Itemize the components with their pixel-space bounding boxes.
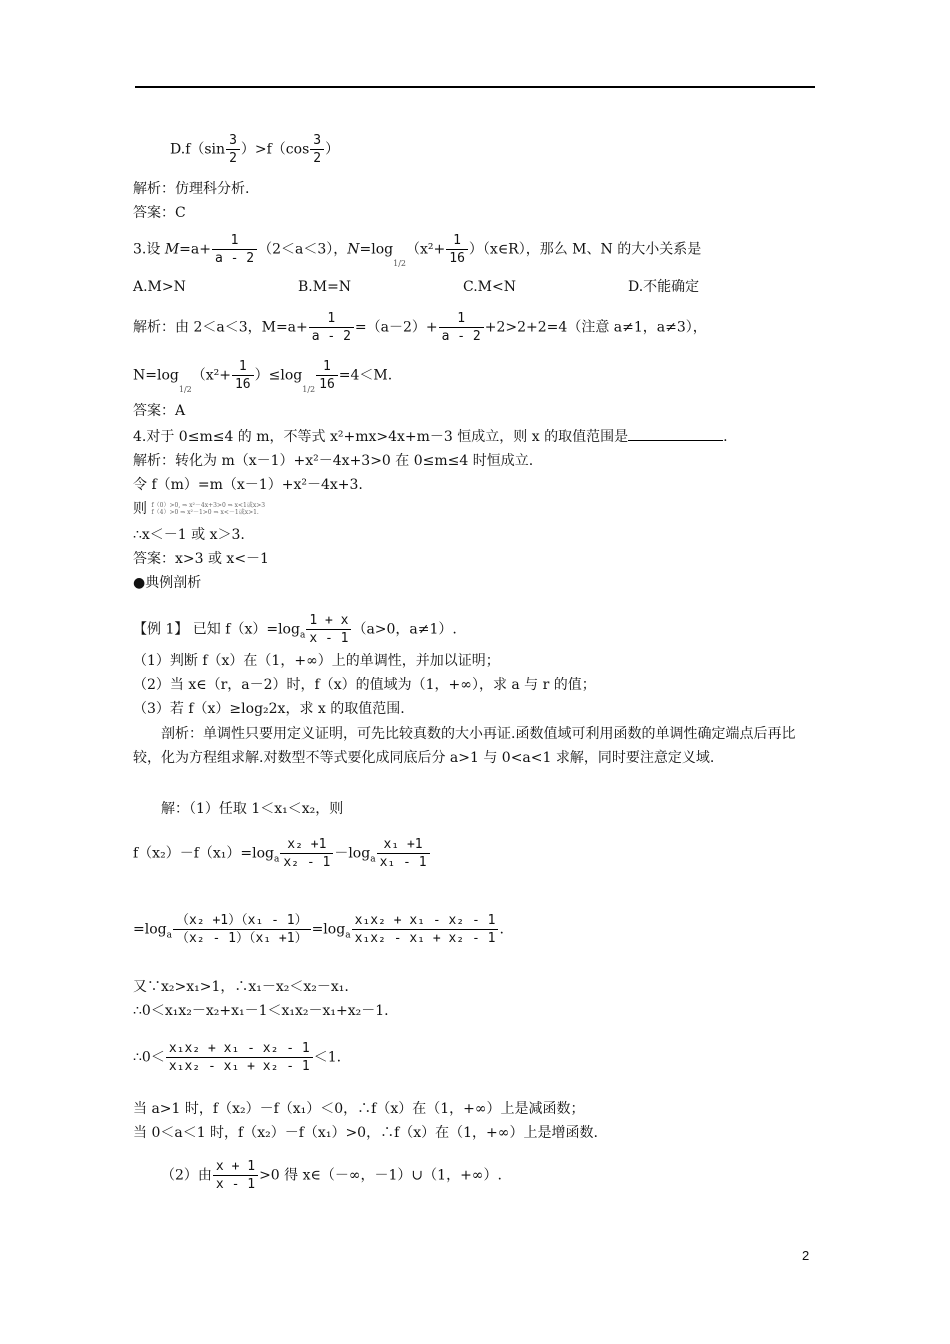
solution-eq-1 (133, 836, 431, 871)
q3-text: =a+ (179, 241, 211, 258)
solution-line-5 (133, 1040, 341, 1075)
eq-text: （2）由 (161, 1167, 212, 1184)
denominator: （x₂ - 1）（x₁ +1） (175, 931, 308, 946)
fraction (226, 132, 240, 167)
numerator: x₂ +1 (280, 836, 333, 854)
q3-text: 3.设 (133, 241, 165, 258)
denominator: a - 2 (311, 329, 351, 344)
q2-answer: 答案：C (133, 205, 186, 221)
q3-text: （x²+ (406, 241, 446, 258)
log-base: a (273, 854, 280, 865)
fraction (439, 310, 484, 345)
numerator: x₁ +1 (377, 836, 430, 854)
option-a: A.M>N (133, 279, 186, 295)
q3-answer: 答案：A (133, 403, 186, 419)
numerator: 1 (446, 232, 468, 250)
fraction (173, 912, 311, 947)
numerator: （x₂ +1）（x₁ - 1） (173, 912, 311, 930)
denominator: x₁ - 1 (379, 855, 427, 870)
page-number: 2 (802, 1248, 810, 1263)
log-base: 1/2 (302, 384, 316, 394)
denominator: 16 (319, 377, 335, 392)
q4-then (133, 500, 265, 518)
then-text: 则 (133, 501, 147, 517)
example-part-1: （1）判断 f（x）在（1，+∞）上的单调性，并加以证明； (133, 653, 500, 669)
eq-text: =log (133, 921, 167, 938)
q4-answer: 答案：x>3 或 x<－1 (133, 551, 269, 567)
numerator: x + 1 (213, 1158, 258, 1176)
denominator: x₁x₂ - x₁ + x₂ - 1 (354, 931, 496, 946)
q4-analysis: 解析：转化为 m（x－1）+x²－4x+3>0 在 0≤m≤4 时恒成立. (133, 453, 534, 469)
option-d-text: f（sin (185, 141, 226, 158)
option-b: B.M=N (298, 279, 352, 295)
eq-text: ∴0＜ (133, 1049, 165, 1066)
denominator: x - 1 (309, 631, 349, 646)
eq-text: =log (311, 921, 346, 938)
tiny-line: f（0）>0, ⇒ x²－4x+3>0 ⇒ x<1或x>3 (151, 502, 266, 509)
numerator: 1 (212, 232, 257, 250)
fraction (306, 612, 351, 647)
numerator: 1 (316, 358, 338, 376)
example-part-3: （3）若 f（x）≥log₂2x，求 x 的取值范围. (133, 701, 405, 717)
q3-stem (133, 232, 701, 273)
q3-text: =log (359, 241, 394, 258)
option-d-text: ）>f（cos (240, 141, 310, 158)
q4-conclusion: ∴x＜－1 或 x＞3. (133, 527, 245, 543)
numerator: 1 + x (306, 612, 351, 630)
eq-text: >0 得 x∈（－∞，－1）∪（1，+∞）. (259, 1167, 502, 1184)
denominator: x₁x₂ - x₁ + x₂ - 1 (168, 1059, 310, 1074)
numerator: 1 (439, 310, 484, 328)
fraction (309, 310, 354, 345)
analysis-text: =（a－2）+ (354, 319, 438, 336)
header-rule (135, 86, 815, 88)
denominator: 2 (313, 151, 322, 166)
option-c: C.M<N (463, 279, 516, 295)
option-d-label: D. (170, 141, 186, 158)
log-base: a (345, 930, 351, 941)
denominator: a - 2 (214, 251, 255, 266)
fraction (232, 358, 254, 393)
solution-line-3: 又∵x₂>x₁>1，∴x₁－x₂＜x₂－x₁. (133, 979, 349, 995)
solution-line-7: 当 0＜a＜1 时，f（x₂）－f（x₁）>0，∴f（x）在（1，+∞）上是增函数. (133, 1125, 598, 1141)
option-d (170, 132, 339, 167)
eq-text: . (499, 921, 504, 938)
example-1 (133, 612, 457, 647)
eq-text: ＜1. (313, 1049, 342, 1066)
log-base: a (166, 930, 172, 941)
solution-line-4: ∴0＜x₁x₂－x₂+x₁－1＜x₁x₂－x₁+x₂－1. (133, 1003, 389, 1019)
fraction (316, 358, 338, 393)
analysis-text: （x²+ (191, 367, 231, 384)
analysis-paragraph: 剖析：单调性只要用定义证明，可先比较真数的大小再证.函数值域可利用函数的单调性确定端点后再比较，化为方程组求解.对数型不等式要化成同底后分 a>1 与 0<a<1 求解，同时要注意定义域. (133, 726, 796, 766)
numerator: 1 (232, 358, 254, 376)
fraction (446, 232, 468, 267)
q3-options (133, 278, 699, 296)
numerator: x₁x₂ + x₁ - x₂ - 1 (352, 912, 499, 930)
analysis-text: ）≤log (254, 367, 303, 384)
numerator: x₁x₂ + x₁ - x₂ - 1 (166, 1040, 313, 1058)
solution-eq-2 (133, 912, 504, 947)
q4-stem (133, 428, 728, 446)
denominator: x₂ - 1 (283, 855, 331, 870)
analysis-text: +2>2+2=4（注意 a≠1，a≠3）， (484, 319, 707, 336)
fraction (377, 836, 430, 871)
var-m: M (164, 241, 180, 258)
log-base: a (370, 854, 376, 865)
fraction (352, 912, 499, 947)
analysis-text: =4＜M. (338, 367, 393, 384)
example-part-2: （2）当 x∈（r，a－2）时，f（x）的值域为（1，+∞），求 a 与 r 的值； (133, 677, 596, 693)
fraction (166, 1040, 313, 1075)
denominator: 16 (449, 251, 465, 266)
analysis-text: 解析：由 2＜a＜3，M=a+ (133, 319, 308, 336)
log-base: 1/2 (178, 384, 192, 394)
denominator: 2 (229, 151, 237, 166)
option-d-text: ） (325, 141, 340, 158)
q2-analysis: 解析：仿理科分析. (133, 181, 250, 197)
analysis-text: N=log (133, 367, 179, 384)
answer-blank[interactable] (628, 428, 723, 441)
q4-let: 令 f（m）=m（x－1）+x²－4x+3. (133, 477, 363, 493)
fraction (280, 836, 333, 871)
option-d: D.不能确定 (628, 279, 700, 295)
fraction (213, 1158, 258, 1193)
example-text: （a>0，a≠1）. (352, 621, 457, 638)
solution-line-6: 当 a>1 时，f（x₂）－f（x₁）＜0，∴f（x）在（1，+∞）上是减函数； (133, 1101, 585, 1117)
system-of-inequalities (151, 502, 265, 516)
log-base: a (299, 630, 306, 641)
denominator: a - 2 (441, 329, 481, 344)
numerator: 1 (309, 310, 354, 328)
tiny-line: f（4）>0 ⇒ x²－1>0 ⇒ x<－1或x>1. (151, 509, 259, 516)
numerator: 3 (310, 132, 324, 150)
example-text: 【例 1】 已知 f（x）=log (133, 621, 300, 638)
q4-text: . (723, 429, 728, 445)
eq-text: f（x₂）－f（x₁）=log (133, 845, 274, 862)
solution-line-8 (161, 1158, 502, 1193)
denominator: 16 (234, 377, 251, 392)
fraction (310, 132, 324, 167)
q3-text: ）（x∈R），那么 M、N 的大小关系是 (468, 241, 702, 258)
q4-text: 4.对于 0≤m≤4 的 m，不等式 x²+mx>4x+m－3 恒成立，则 x 的取值范围是 (133, 429, 629, 445)
q3-n-line (133, 358, 392, 399)
var-n: N (347, 241, 360, 258)
q3-analysis (133, 310, 707, 345)
fraction (212, 232, 257, 267)
solution-start: 解：（1）任取 1＜x₁＜x₂，则 (161, 801, 344, 817)
eq-text: －log (334, 845, 371, 862)
q3-text: （2＜a＜3）， (258, 241, 348, 258)
log-base: 1/2 (393, 258, 407, 268)
section-heading: ●典例剖析 (133, 575, 202, 591)
denominator: x - 1 (215, 1177, 256, 1192)
numerator: 3 (226, 132, 240, 150)
